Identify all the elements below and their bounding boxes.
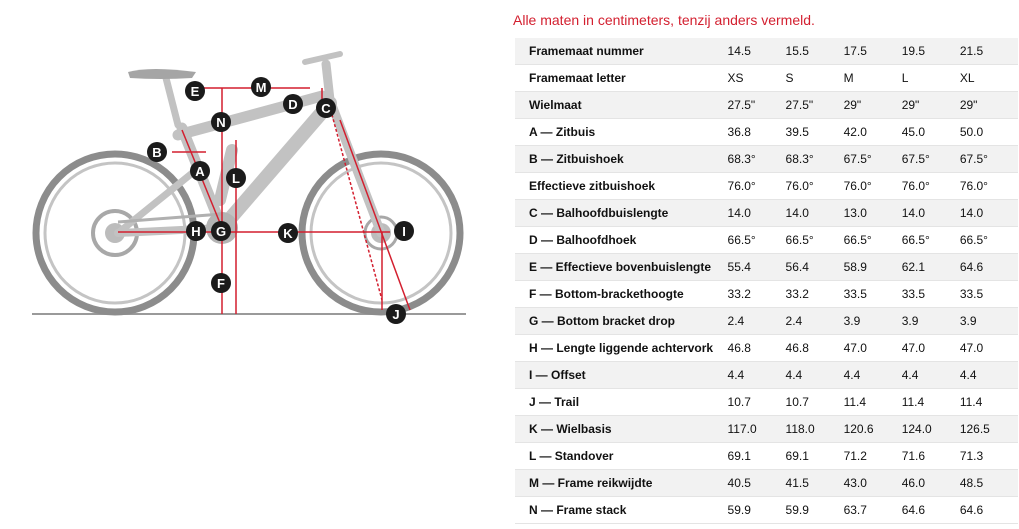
row-label: E — Effectieve bovenbuislengte [515,254,728,281]
table-row [515,497,1018,524]
bike-geometry-diagram [0,0,500,529]
table-row [515,65,1018,92]
geometry-table [515,38,1018,524]
value-cell: 46.8 [728,335,786,362]
svg-text:A: A [195,164,205,179]
value-cell: 126.5 [960,416,1018,443]
table-row [515,92,1018,119]
row-label: B — Zitbuishoek [515,146,728,173]
row-label: M — Frame reikwijdte [515,470,728,497]
value-cell: M [844,65,902,92]
value-cell: 36.8 [728,119,786,146]
value-cell: 41.5 [786,470,844,497]
value-cell: 14.0 [728,200,786,227]
row-label: F — Bottom-brackethoogte [515,281,728,308]
value-cell: 76.0° [844,173,902,200]
value-cell: 64.6 [960,254,1018,281]
value-cell: 66.5° [844,227,902,254]
value-cell: 66.5° [960,227,1018,254]
value-cell: 14.0 [960,200,1018,227]
table-row [515,173,1018,200]
value-cell: 47.0 [902,335,960,362]
value-cell: 59.9 [786,497,844,524]
value-cell: 76.0° [728,173,786,200]
table-row [515,416,1018,443]
value-cell: 59.9 [728,497,786,524]
svg-text:N: N [216,115,226,130]
value-cell: 29" [844,92,902,119]
svg-text:G: G [215,224,227,239]
value-cell: 68.3° [786,146,844,173]
value-cell: 11.4 [844,389,902,416]
row-label: D — Balhoofdhoek [515,227,728,254]
value-cell: 69.1 [728,443,786,470]
value-cell: 66.5° [902,227,960,254]
value-cell: 43.0 [844,470,902,497]
value-cell: L [902,65,960,92]
marker-m [251,77,271,97]
marker-e [185,81,205,101]
marker-d [283,94,303,114]
row-label: Wielmaat [515,92,728,119]
size-cell: 19.5 [902,38,960,65]
value-cell: 4.4 [728,362,786,389]
value-cell: 45.0 [902,119,960,146]
table-row [515,200,1018,227]
svg-text:M: M [255,80,267,95]
size-cell: 15.5 [786,38,844,65]
value-cell: 3.9 [844,308,902,335]
svg-text:L: L [232,171,240,186]
value-cell: 63.7 [844,497,902,524]
units-notice: Alle maten in centimeters, tenzij anders vermeld. [513,12,815,28]
value-cell: 58.9 [844,254,902,281]
value-cell: 10.7 [786,389,844,416]
marker-n [211,112,231,132]
value-cell: 56.4 [786,254,844,281]
value-cell: 46.0 [902,470,960,497]
svg-text:I: I [402,224,406,239]
value-cell: 48.5 [960,470,1018,497]
value-cell: 33.5 [844,281,902,308]
size-cell: 17.5 [844,38,902,65]
value-cell: 68.3° [728,146,786,173]
value-cell: 14.0 [786,200,844,227]
row-label: J — Trail [515,389,728,416]
value-cell: XL [960,65,1018,92]
value-cell: 47.0 [844,335,902,362]
value-cell: 40.5 [728,470,786,497]
value-cell: 33.5 [960,281,1018,308]
value-cell: 14.0 [902,200,960,227]
row-label: Framemaat letter [515,65,728,92]
table-row-header [515,38,1018,65]
svg-text:H: H [191,224,201,239]
row-label: L — Standover [515,443,728,470]
value-cell: 76.0° [960,173,1018,200]
table-row [515,281,1018,308]
value-cell: 67.5° [902,146,960,173]
value-cell: 10.7 [728,389,786,416]
value-cell: 4.4 [786,362,844,389]
size-cell: 14.5 [728,38,786,65]
value-cell: 27.5" [728,92,786,119]
value-cell: 64.6 [902,497,960,524]
value-cell: 2.4 [786,308,844,335]
value-cell: 66.5° [786,227,844,254]
svg-text:B: B [152,145,162,160]
value-cell: 2.4 [728,308,786,335]
table-row [515,362,1018,389]
table-row [515,470,1018,497]
value-cell: 71.2 [844,443,902,470]
marker-h [186,221,206,241]
value-cell: 11.4 [960,389,1018,416]
marker-j [386,304,406,324]
table-row [515,227,1018,254]
svg-text:J: J [392,307,400,322]
value-cell: 3.9 [902,308,960,335]
value-cell: 117.0 [728,416,786,443]
value-cell: S [786,65,844,92]
value-cell: 67.5° [844,146,902,173]
value-cell: 71.3 [960,443,1018,470]
saddle [128,69,196,79]
value-cell: 42.0 [844,119,902,146]
value-cell: 50.0 [960,119,1018,146]
table-row [515,335,1018,362]
row-label: C — Balhoofdbuislengte [515,200,728,227]
svg-text:K: K [283,226,293,241]
value-cell: 71.6 [902,443,960,470]
row-label: N — Frame stack [515,497,728,524]
row-label: A — Zitbuis [515,119,728,146]
marker-g [211,221,231,241]
table-row [515,254,1018,281]
value-cell: 120.6 [844,416,902,443]
value-cell: 76.0° [902,173,960,200]
value-cell: 33.2 [786,281,844,308]
table-row [515,389,1018,416]
value-cell: 29" [902,92,960,119]
table-row [515,146,1018,173]
row-label: I — Offset [515,362,728,389]
row-label: K — Wielbasis [515,416,728,443]
svg-text:F: F [217,276,225,291]
value-cell: 3.9 [960,308,1018,335]
value-cell: 29" [960,92,1018,119]
value-cell: 67.5° [960,146,1018,173]
row-label: H — Lengte liggende achtervork [515,335,728,362]
table-row [515,119,1018,146]
table-row [515,308,1018,335]
value-cell: 62.1 [902,254,960,281]
value-cell: 11.4 [902,389,960,416]
value-cell: 4.4 [844,362,902,389]
value-cell: 64.6 [960,497,1018,524]
size-cell: 21.5 [960,38,1018,65]
value-cell: 4.4 [960,362,1018,389]
svg-text:E: E [190,84,200,99]
marker-k [278,223,298,243]
value-cell: 46.8 [786,335,844,362]
marker-l [226,168,246,188]
value-cell: 118.0 [786,416,844,443]
value-cell: 55.4 [728,254,786,281]
value-cell: 33.2 [728,281,786,308]
marker-a [190,161,210,181]
svg-text:C: C [321,101,331,116]
value-cell: 76.0° [786,173,844,200]
marker-c [316,98,336,118]
value-cell: 27.5" [786,92,844,119]
value-cell: 39.5 [786,119,844,146]
value-cell: 124.0 [902,416,960,443]
value-cell: 33.5 [902,281,960,308]
value-cell: 4.4 [902,362,960,389]
table-row [515,443,1018,470]
marker-f [211,273,231,293]
value-cell: 69.1 [786,443,844,470]
svg-text:D: D [288,97,298,112]
value-cell: XS [728,65,786,92]
row-label: Effectieve zitbuishoek [515,173,728,200]
marker-b [147,142,167,162]
row-label: G — Bottom bracket drop [515,308,728,335]
marker-i [394,221,414,241]
value-cell: 47.0 [960,335,1018,362]
row-label: Framemaat nummer [515,38,728,65]
value-cell: 13.0 [844,200,902,227]
value-cell: 66.5° [728,227,786,254]
